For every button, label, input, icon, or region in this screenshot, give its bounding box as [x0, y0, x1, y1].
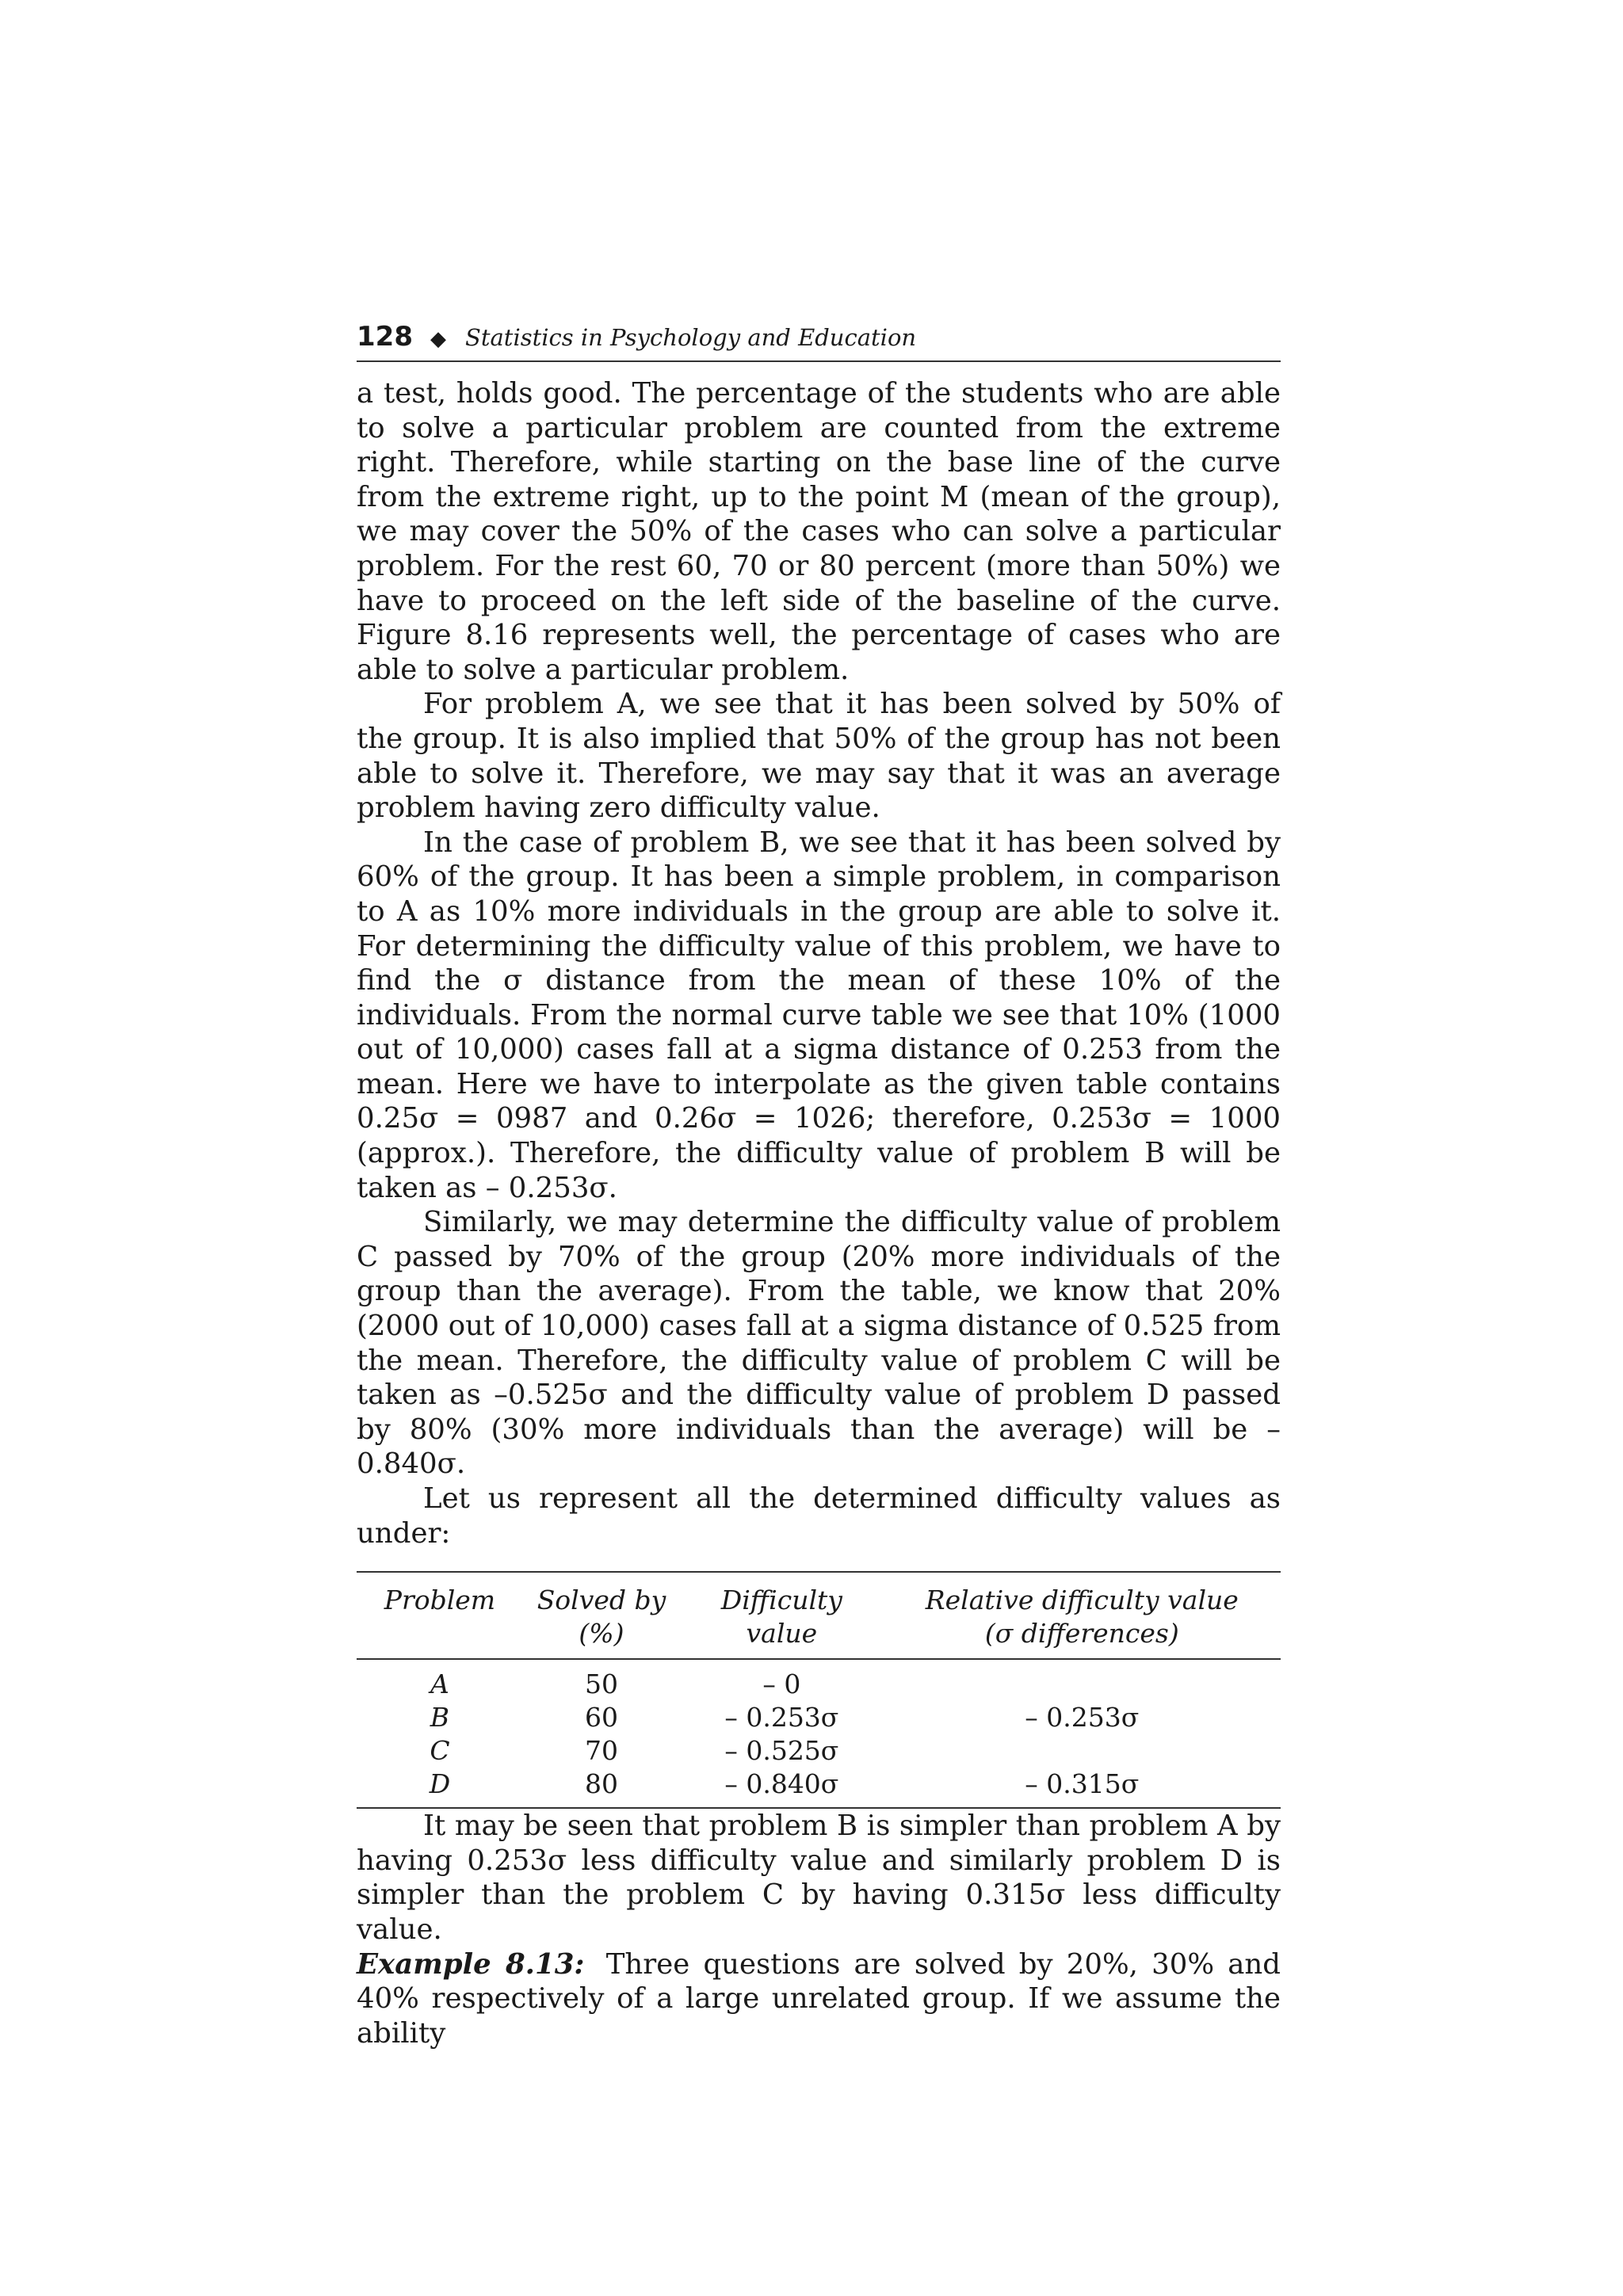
paragraph-1: a test, holds good. The percentage of the students who are able to solve a particular problem are counted from the extreme right. Therefore, while starting on the base line of the curve from the extreme right, up to the point M (mean of the group), we may cover the 50% of the cases who can solve a particular problem. For the rest 60, 70 or 80 percent (more than 50%) we have to proceed on the left side of the baseline of the curve. Figure 8.16 represents well, the percentage of cases who are able to solve a particular problem.	[357, 377, 1281, 686]
cell-problem: C	[430, 1735, 450, 1767]
page	[357, 321, 1281, 2050]
header-difficulty-value: Difficulty value	[680, 1572, 884, 1659]
cell-relative: – 0.253σ	[1025, 1702, 1140, 1733]
table-row	[357, 1659, 1281, 1701]
paragraph-3: In the case of problem B, we see that it has been solved by 60% of the group. It has been a simple problem, in comparison to A as 10% more individuals in the group are able to solve it. For determining the difficulty value of this problem, we have to find the σ distance from the mean of these 10% of the individuals. From the normal curve table we see that 10% (1000 out of 10,000) cases fall at a sigma distance of 0.253 from the mean. Here we have to interpolate as the given table contains 0.25σ = 0987 and 0.26σ = 1026; therefore, 0.253σ = 1000 (approx.). Therefore, the difficulty value of problem B will be taken as – 0.253σ.	[357, 826, 1281, 1204]
table-row	[357, 1701, 1281, 1734]
header-solved-by: Solved by (%)	[523, 1572, 680, 1659]
cell-problem: D	[357, 1768, 523, 1808]
table-row	[357, 1734, 1281, 1768]
cell-solved: 80	[523, 1768, 680, 1808]
example-label: Example 8.13:	[357, 1947, 585, 1981]
page-number: 128	[357, 321, 413, 353]
table-row	[357, 1768, 1281, 1808]
running-header	[357, 321, 1281, 362]
example-8-13	[357, 1947, 1281, 2051]
paragraph-5: Let us represent all the determined difficulty values as under:	[357, 1482, 1281, 1550]
diamond-icon: ◆	[430, 327, 446, 351]
cell-relative	[884, 1734, 1281, 1768]
cell-solved: 60	[584, 1702, 618, 1733]
cell-difficulty: – 0.253σ	[724, 1702, 839, 1733]
cell-difficulty: – 0.840σ	[680, 1768, 884, 1808]
example-text: Three questions are solved by 20%, 30% and 40% respectively of a large unrelated group. If we assume the ability	[357, 1947, 1281, 2050]
header-relative-difficulty: Relative difficulty value (σ differences)	[884, 1572, 1281, 1659]
cell-relative	[884, 1659, 1281, 1701]
cell-solved: 70	[584, 1735, 618, 1767]
cell-problem: A	[430, 1669, 449, 1700]
paragraph-6: It may be seen that problem B is simpler than problem A by having 0.253σ less difficulty value and similarly problem D is simpler than the problem C by having 0.315σ less difficulty value.	[357, 1810, 1281, 1946]
running-title: Statistics in Psychology and Education	[464, 324, 917, 351]
body-text	[357, 376, 1281, 2050]
paragraph-2: For problem A, we see that it has been solved by 50% of the group. It is also implied that 50% of the group has not been able to solve it. Therefore, we may say that it was an average problem having zero difficulty value.	[357, 688, 1281, 825]
cell-problem: B	[430, 1702, 450, 1733]
header-problem: Problem	[357, 1572, 523, 1659]
paragraph-4: Similarly, we may determine the difficulty value of problem C passed by 70% of the group (20% more individuals of the group than the average). From the table, we know that 20% (2000 out of 10,000) cases fall at a sigma distance of 0.525 from the mean. Therefore, the difficulty value of problem C will be taken as –0.525σ and the difficulty value of problem D passed by 80% (30% more individuals than the average) will be –0.840σ.	[357, 1206, 1281, 1481]
difficulty-table	[357, 1571, 1281, 1809]
cell-difficulty: – 0	[762, 1669, 801, 1700]
cell-solved: 50	[584, 1669, 618, 1700]
cell-difficulty: – 0.525σ	[724, 1735, 839, 1767]
cell-relative: – 0.315σ	[884, 1768, 1281, 1808]
table-header-row	[357, 1572, 1281, 1659]
